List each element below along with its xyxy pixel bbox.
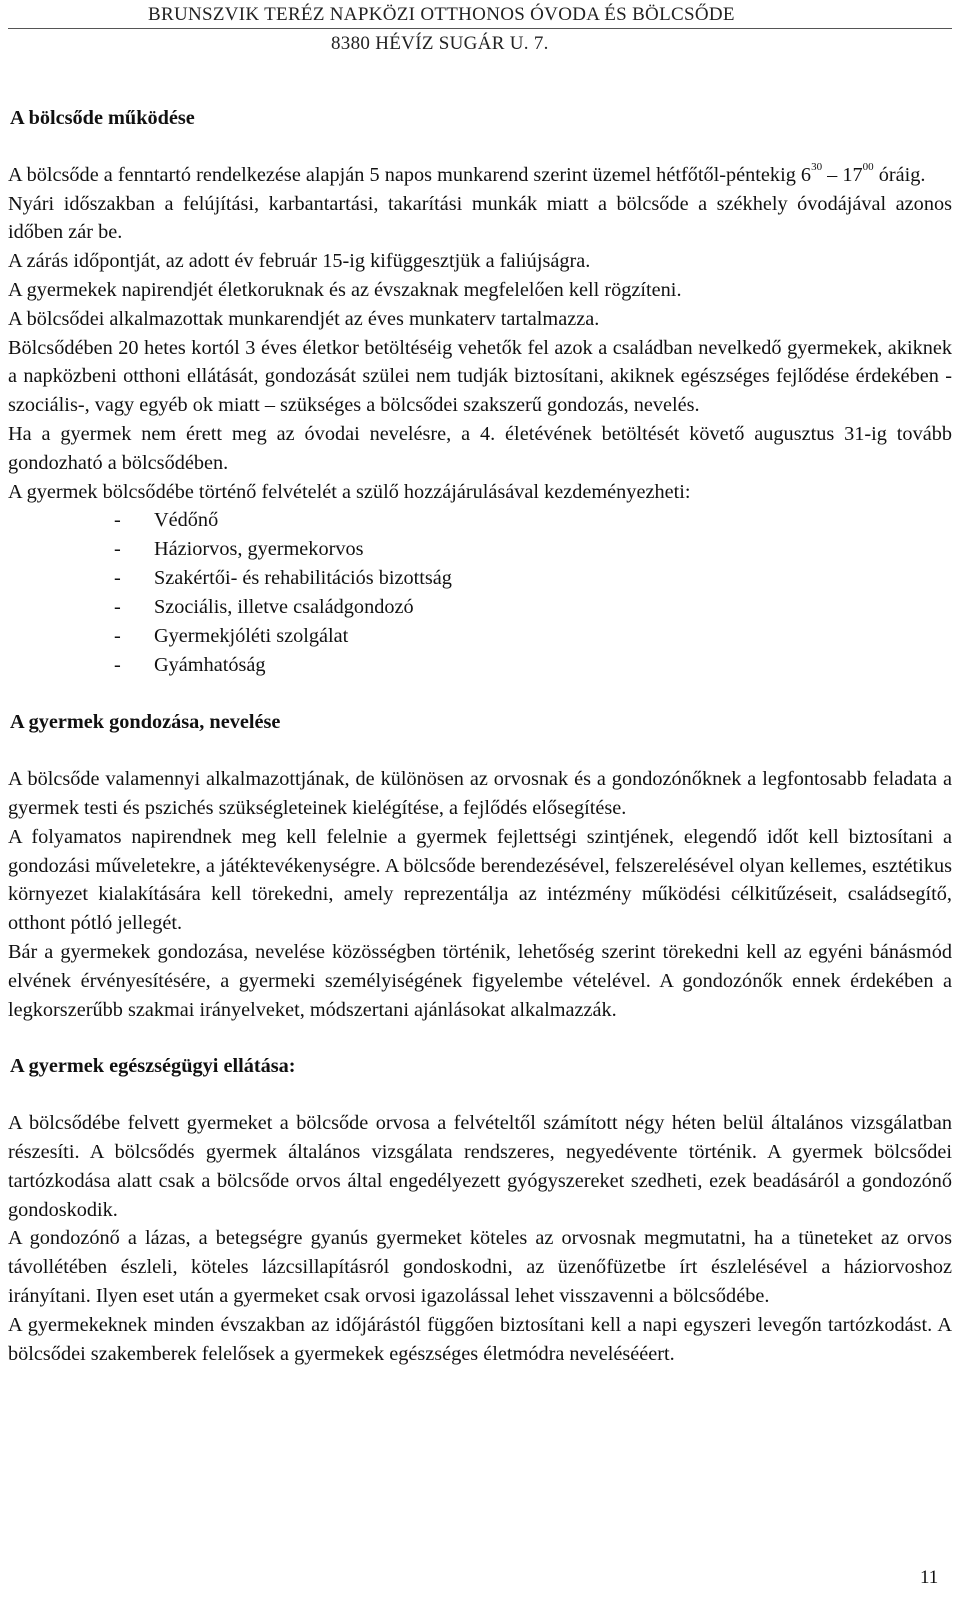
- list-dash: -: [114, 538, 121, 561]
- paragraph-schedule-text: A bölcsőde a fenntartó rendelkezése alapján 5 napos munkarend szerint üzemel hétfőtől-péntekig 6: [8, 163, 812, 186]
- paragraph-daily-schedule: A folyamatos napirendnek meg kell felelnie a gyermek fejlettségi szintjének, elegendő időt kell biztosítani a gondozási műveletekre, a játéktevékenységre. A bölcsőde berendezésével, felszerelésével olyan kellemes, esztétikus környezet kialakítására kell törekedni, amely reprezentálja az intézmény működési célkitűzéseit, családsegítő, otthont pótló jellegét.: [8, 825, 952, 935]
- superscript-end-minutes: 00: [862, 161, 874, 174]
- paragraph-medical-exam: A bölcsődébe felvett gyermeket a bölcsőde orvosa a felvételtől számított négy héten belül általános vizsgálatban részesíti. A bölcsődés gyermek általános vizsgálata rendszeres, negyedévente történik. A gyermek bölcsődei tartózkodása alatt csak a bölcsőde orvos által engedélyezett gyógyszereket szedheti, ezek beadásáról a gondozónő gondoskodik.: [8, 1112, 952, 1221]
- paragraph-admission-age: Bölcsődében 20 hetes kortól 3 éves életkor betöltéséig vehetők fel azok a családban nevelkedő gyermekek, akiknek a napközbeni otthoni ellátását, gondozását szülei nem tudják biztosítani, akiknek egészséges fejlődése érdekében - szociális-, vagy egyéb ok miatt – szükséges a bölcsődei szakszerű gondozás, nevelés.: [8, 336, 952, 417]
- paragraph-schedule-text-3: óráig.: [873, 163, 926, 186]
- paragraph-summer-closing: Nyári időszakban a felújítási, karbantartási, takarítási munkák miatt a bölcsőde a székhely óvodájával azonos időben zár be.: [8, 192, 952, 244]
- list-item-text: Védőnő: [154, 509, 219, 532]
- paragraph-care-duty: A bölcsőde valamennyi alkalmazottjának, de különösen az orvosnak és a gondozónőknek a legfontosabb feladata a gyermek testi és pszichés szükségleteinek kielégítése, a fejlődés elősegítése.: [8, 768, 952, 819]
- page-number: 11: [920, 1567, 939, 1588]
- document-body: [8, 104, 952, 1368]
- paragraph-illness: A gondozónő a lázas, a betegségre gyanús gyermeket köteles az orvosnak megmutatni, ha a tüneteket az orvos távollétében észleli, köteles lázcsillapításról gondoskodni, az üzenőfüzetbe írt észlelésével a háziorvoshoz irányítani. Ilyen eset után a gyermeket csak orvosi igazolással lehet visszavenni a bölcsődébe.: [8, 1227, 952, 1307]
- list-item: [114, 593, 952, 622]
- paragraph-admission-initiators: A gyermek bölcsődébe történő felvételét a szülő hozzájárulásával kezdeményezheti:: [8, 480, 691, 503]
- section-title-health: A gyermek egészségügyi ellátása:: [10, 1055, 296, 1078]
- list-dash: -: [114, 567, 121, 590]
- list-item: [114, 535, 952, 564]
- paragraph-schedule-text-2: – 17: [822, 163, 863, 186]
- header-institution-name: BRUNSZVIK TERÉZ NAPKÖZI OTTHONOS ÓVODA ÉS BÖLCSŐDE: [148, 4, 735, 25]
- paragraph-closing-date: A zárás időpontját, az adott év február 15-ig kifüggesztjük a faliújságra.: [8, 250, 591, 273]
- header-divider: [8, 28, 952, 29]
- list-item: [114, 651, 952, 680]
- list-item-text: Szakértői- és rehabilitációs bizottság: [154, 567, 452, 590]
- paragraph-extension: Ha a gyermek nem érett meg az óvodai nevelésre, a 4. életévének betöltését követő augusztus 31-ig tovább gondozható a bölcsődében.: [8, 422, 952, 474]
- list-item: [114, 564, 952, 593]
- paragraph-outdoor: A gyermekeknek minden évszakban az időjárástól függően biztosítani kell a napi egyszeri levegőn tartózkodást. A bölcsődei szakemberek felelősek a gyermekek egészséges életmódra nevelésééert.: [8, 1313, 952, 1365]
- paragraph-individual-care: Bár a gyermekek gondozása, nevelése közösségben történik, lehetőség szerint törekedni kell az egyéni bánásmód elvének érvényesítésére, a gyermeki személyiségének figyelembe vételével. A gondozónők ennek érdekében a legkorszerűbb szakmai irányelveket, módszertani ajánlásokat alkalmazzák.: [8, 940, 952, 1021]
- superscript-start-minutes: 30: [811, 161, 823, 174]
- list-dash: -: [114, 509, 121, 532]
- list-dash: -: [114, 625, 121, 648]
- list-item-text: Gyámhatóság: [154, 654, 266, 677]
- section-title-operation: A bölcsőde működése: [10, 107, 195, 129]
- list-item: [114, 506, 952, 535]
- initiator-list: [8, 506, 952, 680]
- list-item: [114, 622, 952, 651]
- list-item-text: Szociális, illetve családgondozó: [154, 596, 414, 619]
- paragraph-staff-schedule: A bölcsődei alkalmazottak munkarendjét az éves munkaterv tartalmazza.: [8, 307, 600, 330]
- section-title-care: A gyermek gondozása, nevelése: [10, 711, 281, 734]
- header-address: 8380 HÉVÍZ SUGÁR U. 7.: [331, 33, 549, 54]
- list-dash: -: [114, 654, 121, 677]
- paragraph-daily-routine: A gyermekek napirendjét életkoruknak és az évszaknak megfelelően kell rögzíteni.: [8, 278, 682, 301]
- list-item-text: Gyermekjóléti szolgálat: [154, 625, 349, 648]
- paragraph-schedule: [8, 161, 952, 190]
- list-item-text: Háziorvos, gyermekorvos: [154, 538, 364, 561]
- list-dash: -: [114, 596, 121, 619]
